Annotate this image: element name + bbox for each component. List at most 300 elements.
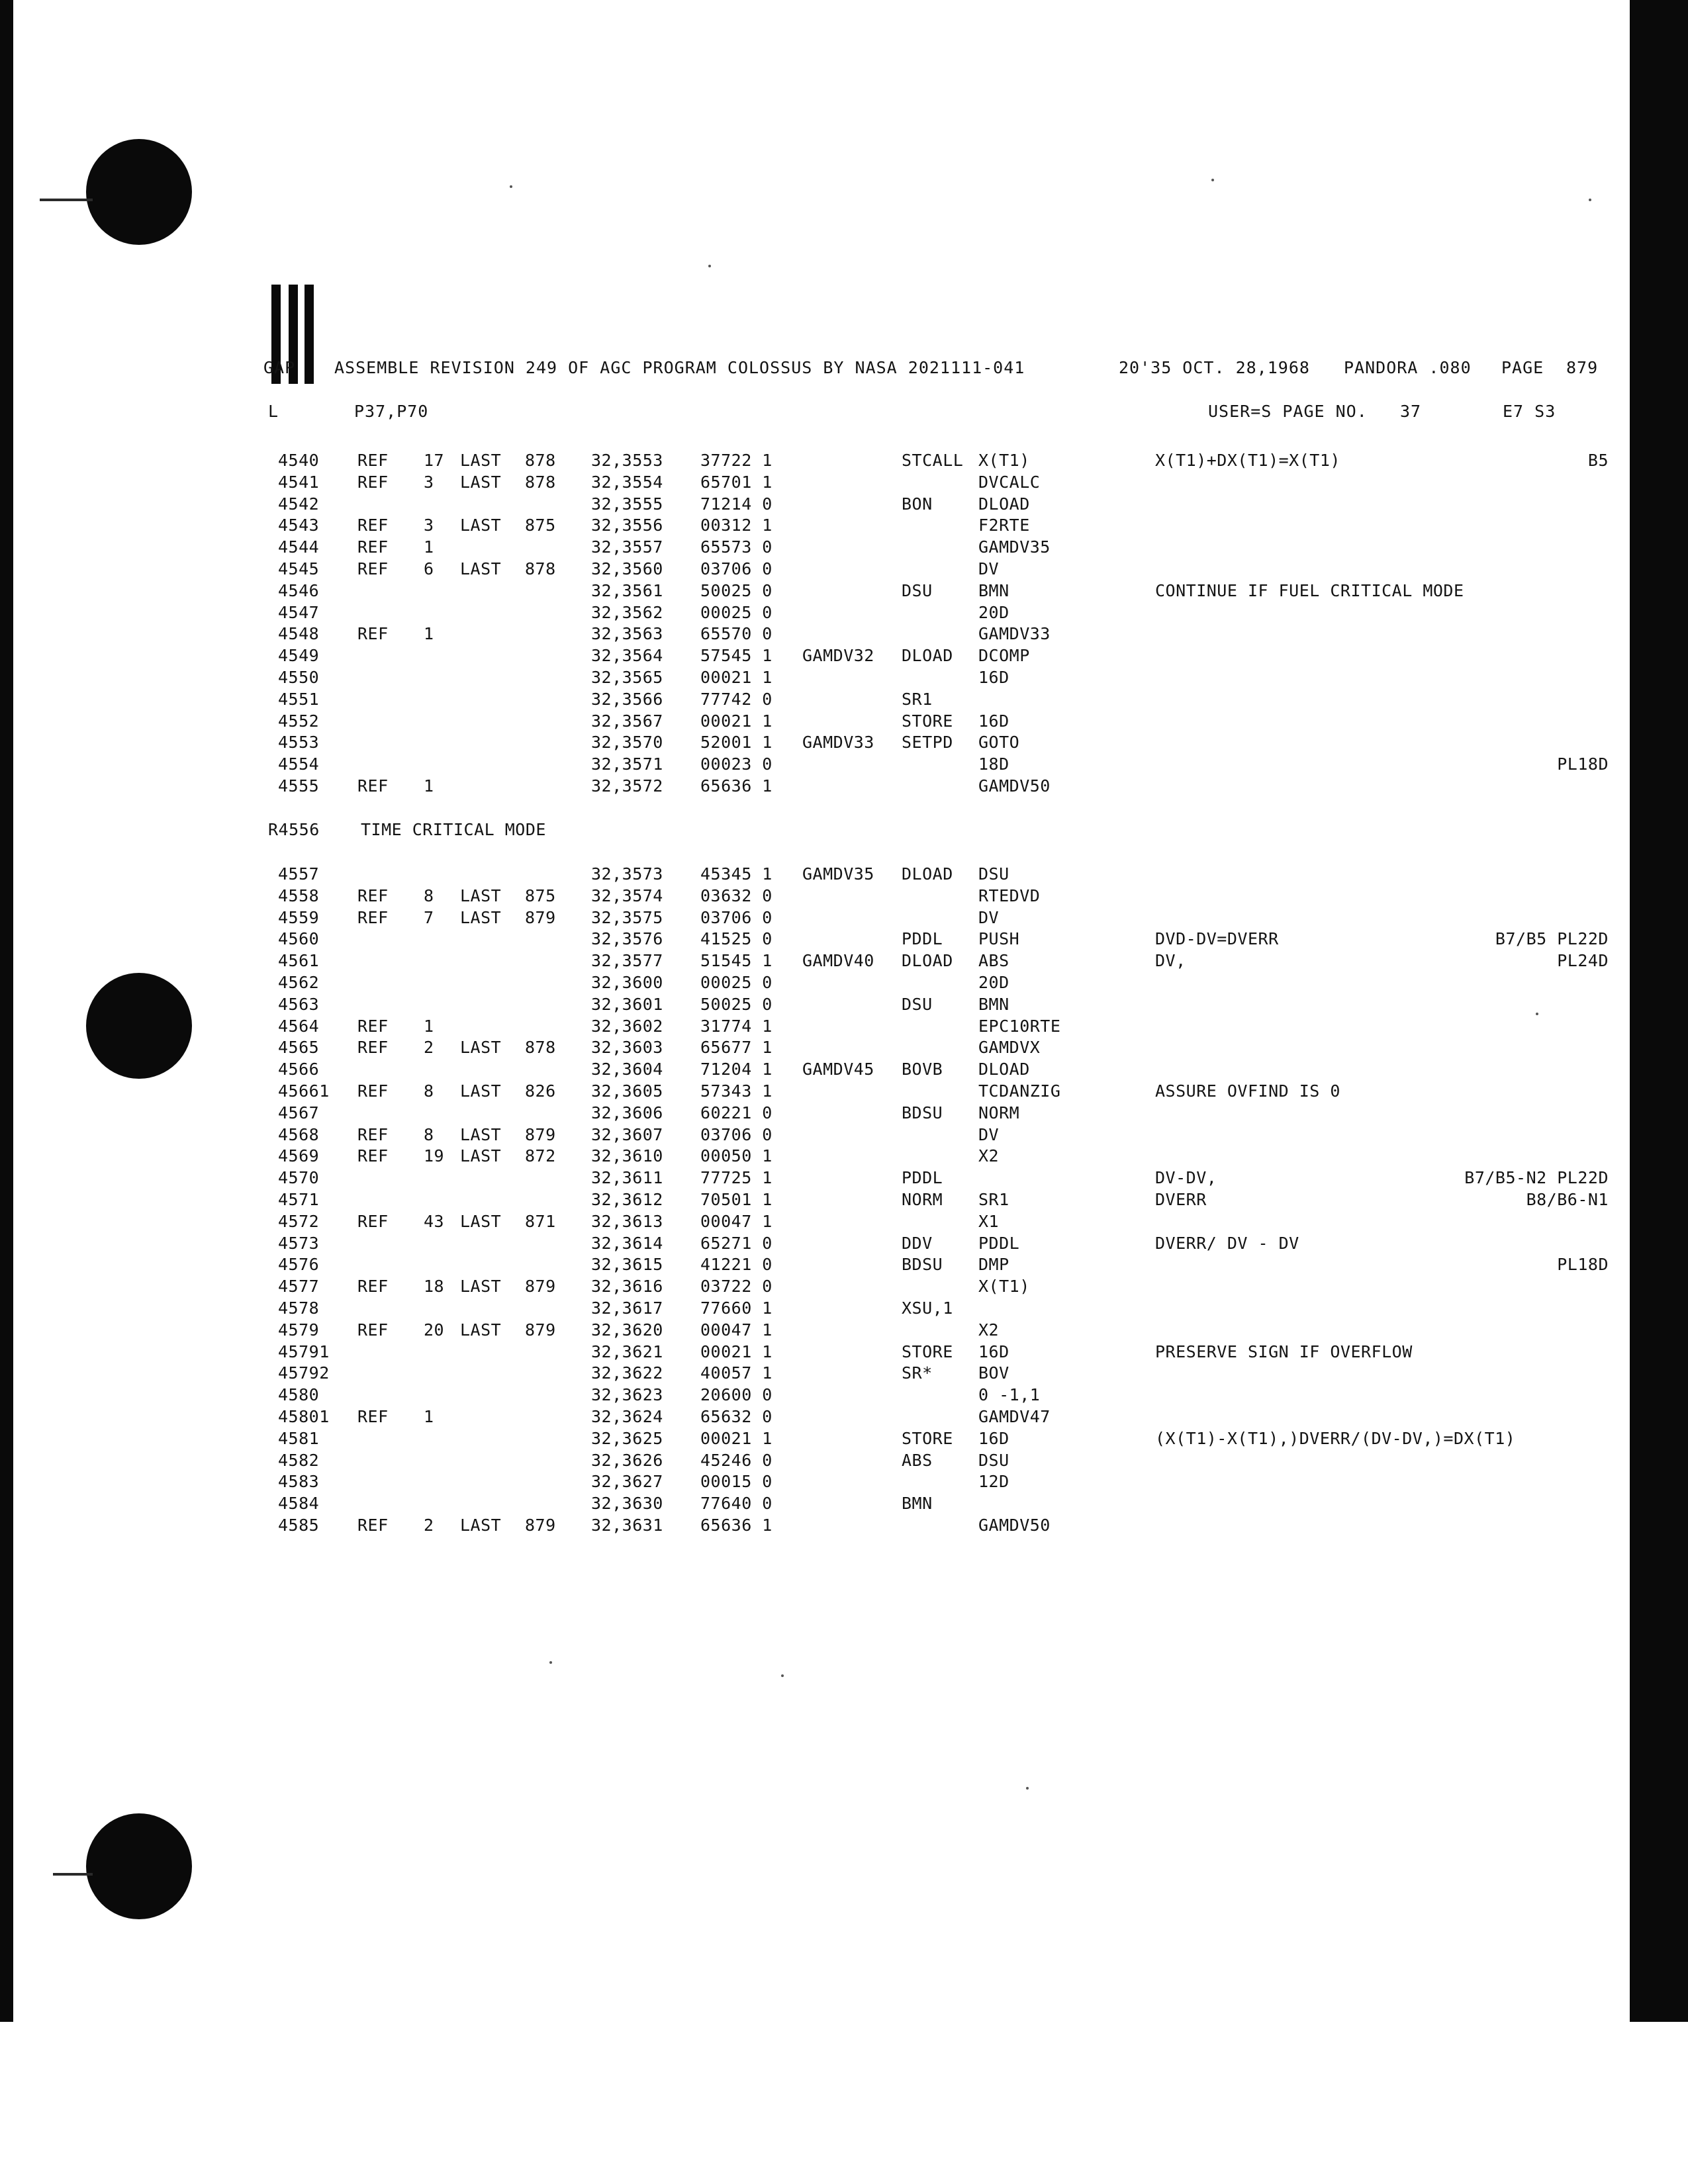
row-line-number: 4566 [278, 1060, 320, 1079]
row-last-marker: LAST [460, 1211, 502, 1231]
row-octal-word: 31774 1 [700, 1016, 773, 1036]
row-address: 32,3610 [591, 1146, 663, 1166]
row-octal-word: 00050 1 [700, 1146, 773, 1166]
row-opcode: BDSU [902, 1255, 943, 1275]
row-notes: PL18D [1557, 1255, 1609, 1275]
row-octal-word: 65701 1 [700, 472, 773, 492]
row-opcode: SR1 [902, 689, 933, 709]
row-opcode: STORE [902, 1342, 953, 1361]
row-operand: X(T1) [978, 1277, 1030, 1297]
row-operand: GAMDV50 [978, 1516, 1051, 1535]
header-mark: GAP [263, 358, 296, 377]
row-line-number: 4560 [278, 929, 320, 949]
row-operand: GOTO [978, 733, 1020, 752]
row-octal-word: 20600 0 [700, 1385, 773, 1405]
row-line-number: 4563 [278, 994, 320, 1014]
row-last-marker: LAST [460, 1081, 502, 1101]
row-last-marker: LAST [460, 1320, 502, 1340]
row-octal-word: 00312 1 [700, 516, 773, 535]
row-line-number: 4577 [278, 1277, 320, 1297]
punch-mark [53, 1873, 93, 1876]
row-ref-count: 6 [424, 559, 434, 578]
row-address: 32,3604 [591, 1060, 663, 1079]
row-operand: NORM [978, 1103, 1020, 1122]
row-octal-word: 65271 0 [700, 1233, 773, 1253]
row-line-number: 45801 [278, 1407, 330, 1426]
row-address: 32,3557 [591, 537, 663, 557]
row-octal-word: 00047 1 [700, 1320, 773, 1340]
row-operand: BMN [978, 580, 1009, 600]
row-last-marker: LAST [460, 886, 502, 905]
row-line-number: 45661 [278, 1081, 330, 1101]
row-operand: X2 [978, 1320, 1000, 1340]
row-operand: DLOAD [978, 1060, 1030, 1079]
row-line-number: 4544 [278, 537, 320, 557]
row-ref-count: 3 [424, 516, 434, 535]
row-line-number: 4557 [278, 864, 320, 884]
row-opcode: ABS [902, 1450, 933, 1470]
row-line-number: 4565 [278, 1038, 320, 1058]
row-line-number: 4548 [278, 624, 320, 644]
row-address: 32,3565 [591, 668, 663, 687]
row-ref-marker: REF [357, 559, 389, 578]
row-address: 32,3600 [591, 973, 663, 992]
row-line-number: 4583 [278, 1472, 320, 1492]
row-last-page: 879 [525, 907, 556, 927]
row-line-number: 4543 [278, 516, 320, 535]
row-line-number: 4540 [278, 451, 320, 470]
row-octal-word: 00021 1 [700, 1342, 773, 1361]
row-operand: X1 [978, 1211, 1000, 1231]
row-octal-word: 00023 0 [700, 754, 773, 774]
row-line-number: 4553 [278, 733, 320, 752]
row-ref-count: 19 [424, 1146, 445, 1166]
row-ref-marker: REF [357, 886, 389, 905]
row-address: 32,3615 [591, 1255, 663, 1275]
row-operand: DV [978, 1124, 1000, 1144]
row-address: 32,3570 [591, 733, 663, 752]
row-notes: PL18D [1557, 754, 1609, 774]
row-opcode: PDDL [902, 929, 943, 949]
row-octal-word: 52001 1 [700, 733, 773, 752]
row-octal-word: 03706 0 [700, 907, 773, 927]
scan-edge-right [1630, 0, 1688, 2022]
row-operand: DV [978, 559, 1000, 578]
row-octal-word: 65636 1 [700, 776, 773, 796]
row-address: 32,3621 [591, 1342, 663, 1361]
row-ref-count: 8 [424, 1081, 434, 1101]
row-address: 32,3566 [591, 689, 663, 709]
row-address: 32,3602 [591, 1016, 663, 1036]
row-last-marker: LAST [460, 472, 502, 492]
row-address: 32,3567 [591, 711, 663, 731]
speck [708, 265, 711, 267]
punch-hole-middle [86, 973, 192, 1079]
row-last-marker: LAST [460, 1124, 502, 1144]
row-ref-count: 1 [424, 537, 434, 557]
speck [781, 1674, 784, 1677]
row-octal-word: 41525 0 [700, 929, 773, 949]
row-comment: DVERR/ DV - DV [1155, 1233, 1299, 1253]
row-operand: X(T1) [978, 451, 1030, 470]
row-operand: 16D [978, 1342, 1009, 1361]
row-line-number: 4558 [278, 886, 320, 905]
row-address: 32,3603 [591, 1038, 663, 1058]
row-line-number: 4554 [278, 754, 320, 774]
row-operand: 20D [978, 602, 1009, 622]
punch-hole-bottom [86, 1813, 192, 1919]
row-last-page: 879 [525, 1320, 556, 1340]
row-octal-word: 40057 1 [700, 1363, 773, 1383]
row-operand: 20D [978, 973, 1009, 992]
row-last-page: 879 [525, 1124, 556, 1144]
row-line-number: 4552 [278, 711, 320, 731]
row-ref-marker: REF [357, 1516, 389, 1535]
row-opcode: STORE [902, 1428, 953, 1448]
row-ref-count: 2 [424, 1038, 434, 1058]
row-last-page: 878 [525, 1038, 556, 1058]
speck [549, 1661, 552, 1664]
row-comment: (X(T1)-X(T1),)DVERR/(DV-DV,)=DX(T1) [1155, 1428, 1516, 1448]
row-comment: DVERR [1155, 1190, 1207, 1209]
row-line-number: 4579 [278, 1320, 320, 1340]
row-last-marker: LAST [460, 1038, 502, 1058]
row-octal-word: 77660 1 [700, 1298, 773, 1318]
row-last-marker: LAST [460, 1277, 502, 1297]
row-address: 32,3577 [591, 951, 663, 971]
row-operand: F2RTE [978, 516, 1030, 535]
row-address: 32,3624 [591, 1407, 663, 1426]
row-ref-marker: REF [357, 1407, 389, 1426]
row-line-number: 4581 [278, 1428, 320, 1448]
row-octal-word: 00021 1 [700, 1428, 773, 1448]
row-octal-word: 50025 0 [700, 994, 773, 1014]
row-symbol-label: GAMDV32 [802, 646, 874, 666]
row-last-page: 872 [525, 1146, 556, 1166]
row-line-number: 4559 [278, 907, 320, 927]
row-last-page: 878 [525, 559, 556, 578]
row-ref-marker: REF [357, 776, 389, 796]
row-address: 32,3575 [591, 907, 663, 927]
row-address: 32,3607 [591, 1124, 663, 1144]
row-last-marker: LAST [460, 907, 502, 927]
row-operand: DCOMP [978, 646, 1030, 666]
row-operand: GAMDV50 [978, 776, 1051, 796]
header-system: PANDORA .080 [1344, 358, 1472, 377]
row-symbol-label: GAMDV40 [802, 951, 874, 971]
row-ref-count: 2 [424, 1516, 434, 1535]
scan-edge-left [0, 0, 13, 2022]
row-address: 32,3556 [591, 516, 663, 535]
row-opcode: DLOAD [902, 951, 953, 971]
row-operand: ABS [978, 951, 1009, 971]
row-line-number: 4547 [278, 602, 320, 622]
speck [1589, 199, 1591, 201]
row-line-number: 4546 [278, 580, 320, 600]
row-operand: DLOAD [978, 494, 1030, 514]
row-operand: DSU [978, 864, 1009, 884]
row-line-number: 4568 [278, 1124, 320, 1144]
row-operand: 12D [978, 1472, 1009, 1492]
row-ref-marker: REF [357, 1124, 389, 1144]
row-comment: DV-DV, [1155, 1168, 1217, 1188]
row-operand: TCDANZIG [978, 1081, 1061, 1101]
row-line-number: 4569 [278, 1146, 320, 1166]
row-last-page: 878 [525, 472, 556, 492]
row-ref-count: 1 [424, 1016, 434, 1036]
row-ref-count: 17 [424, 451, 445, 470]
row-last-marker: LAST [460, 516, 502, 535]
row-last-page: 879 [525, 1277, 556, 1297]
row-octal-word: 03632 0 [700, 886, 773, 905]
speck [1026, 1787, 1029, 1790]
row-address: 32,3574 [591, 886, 663, 905]
row-octal-word: 41221 0 [700, 1255, 773, 1275]
row-opcode: BMN [902, 1494, 933, 1514]
row-address: 32,3630 [591, 1494, 663, 1514]
row-opcode: DLOAD [902, 646, 953, 666]
row-octal-word: 77725 1 [700, 1168, 773, 1188]
row-last-page: 826 [525, 1081, 556, 1101]
row-octal-word: 00025 0 [700, 973, 773, 992]
row-address: 32,3573 [591, 864, 663, 884]
row-opcode: DSU [902, 994, 933, 1014]
row-comment: ASSURE OVFIND IS 0 [1155, 1081, 1340, 1101]
row-address: 32,3612 [591, 1190, 663, 1209]
row-notes: B5 [1587, 451, 1609, 470]
row-octal-word: 77742 0 [700, 689, 773, 709]
row-last-page: 871 [525, 1211, 556, 1231]
row-octal-word: 65632 0 [700, 1407, 773, 1426]
row-last-marker: LAST [460, 1516, 502, 1535]
row-ref-marker: REF [357, 1277, 389, 1297]
row-address: 32,3563 [591, 624, 663, 644]
row-address: 32,3631 [591, 1516, 663, 1535]
row-octal-word: 03706 0 [700, 1124, 773, 1144]
row-ref-marker: REF [357, 1211, 389, 1231]
row-opcode: STORE [902, 711, 953, 731]
row-line-number: 4561 [278, 951, 320, 971]
row-symbol-label: GAMDV45 [802, 1060, 874, 1079]
row-line-number: 4580 [278, 1385, 320, 1405]
row-line-number: 4573 [278, 1233, 320, 1253]
row-operand: GAMDVX [978, 1038, 1041, 1058]
row-address: 32,3564 [591, 646, 663, 666]
row-line-number: 4571 [278, 1190, 320, 1209]
row-ref-marker: REF [357, 1016, 389, 1036]
row-operand: 16D [978, 1428, 1009, 1448]
row-octal-word: 65677 1 [700, 1038, 773, 1058]
row-comment: CONTINUE IF FUEL CRITICAL MODE [1155, 580, 1464, 600]
row-ref-marker: REF [357, 1146, 389, 1166]
row-operand: 16D [978, 711, 1009, 731]
row-octal-word: 45345 1 [700, 864, 773, 884]
row-ref-marker: REF [357, 451, 389, 470]
row-opcode: XSU,1 [902, 1298, 953, 1318]
row-opcode: SR* [902, 1363, 933, 1383]
row-opcode: PDDL [902, 1168, 943, 1188]
row-operand: BOV [978, 1363, 1009, 1383]
row-octal-word: 71214 0 [700, 494, 773, 514]
row-address: 32,3571 [591, 754, 663, 774]
row-octal-word: 65570 0 [700, 624, 773, 644]
row-octal-word: 00025 0 [700, 602, 773, 622]
row-line-number: 4570 [278, 1168, 320, 1188]
row-line-number: 45791 [278, 1342, 330, 1361]
row-operand: PUSH [978, 929, 1020, 949]
row-octal-word: 60221 0 [700, 1103, 773, 1122]
section-title: TIME CRITICAL MODE [361, 820, 546, 839]
row-operand: GAMDV47 [978, 1407, 1051, 1426]
row-operand: 18D [978, 754, 1009, 774]
row-octal-word: 70501 1 [700, 1190, 773, 1209]
row-address: 32,3605 [591, 1081, 663, 1101]
header-page-number: 879 [1566, 358, 1599, 377]
row-octal-word: 50025 0 [700, 580, 773, 600]
row-opcode: BOVB [902, 1060, 943, 1079]
row-address: 32,3611 [591, 1168, 663, 1188]
row-octal-word: 00015 0 [700, 1472, 773, 1492]
row-ref-count: 1 [424, 776, 434, 796]
row-ref-marker: REF [357, 1081, 389, 1101]
row-line-number: 45792 [278, 1363, 330, 1383]
row-operand: DSU [978, 1450, 1009, 1470]
row-address: 32,3572 [591, 776, 663, 796]
row-ref-marker: REF [357, 1320, 389, 1340]
row-ref-marker: REF [357, 537, 389, 557]
row-line-number: 4582 [278, 1450, 320, 1470]
row-address: 32,3576 [591, 929, 663, 949]
row-ref-count: 18 [424, 1277, 445, 1297]
row-last-marker: LAST [460, 559, 502, 578]
header-page-label: PAGE [1501, 358, 1544, 377]
row-address: 32,3554 [591, 472, 663, 492]
row-operand: RTEDVD [978, 886, 1041, 905]
row-last-page: 875 [525, 886, 556, 905]
row-ref-marker: REF [357, 472, 389, 492]
row-address: 32,3614 [591, 1233, 663, 1253]
row-operand: DMP [978, 1255, 1009, 1275]
row-opcode: BON [902, 494, 933, 514]
row-notes: B7/B5 PL22D [1495, 929, 1609, 949]
row-operand: PDDL [978, 1233, 1020, 1253]
row-notes: B7/B5-N2 PL22D [1464, 1168, 1609, 1188]
row-address: 32,3606 [591, 1103, 663, 1122]
row-address: 32,3560 [591, 559, 663, 578]
subheader-user-page-number: 37 [1400, 402, 1422, 421]
row-operand: GAMDV33 [978, 624, 1051, 644]
row-address: 32,3561 [591, 580, 663, 600]
row-line-number: 4545 [278, 559, 320, 578]
row-operand: X2 [978, 1146, 1000, 1166]
subheader-code: E7 S3 [1503, 402, 1556, 421]
row-ref-marker: REF [357, 1038, 389, 1058]
row-comment: DV, [1155, 951, 1186, 971]
speck [1536, 1013, 1538, 1015]
row-ref-count: 1 [424, 624, 434, 644]
row-address: 32,3622 [591, 1363, 663, 1383]
row-line-number: 4585 [278, 1516, 320, 1535]
row-operand: 16D [978, 668, 1009, 687]
row-ref-marker: REF [357, 907, 389, 927]
row-notes: PL24D [1557, 951, 1609, 971]
row-line-number: 4576 [278, 1255, 320, 1275]
row-address: 32,3627 [591, 1472, 663, 1492]
row-line-number: 4550 [278, 668, 320, 687]
row-octal-word: 00047 1 [700, 1211, 773, 1231]
subheader-left-code: L [268, 402, 279, 421]
row-address: 32,3625 [591, 1428, 663, 1448]
row-symbol-label: GAMDV33 [802, 733, 874, 752]
speck [510, 185, 512, 188]
row-comment: PRESERVE SIGN IF OVERFLOW [1155, 1342, 1413, 1361]
row-line-number: 4562 [278, 973, 320, 992]
row-comment: DVD-DV=DVERR [1155, 929, 1279, 949]
row-address: 32,3555 [591, 494, 663, 514]
punch-hole-top [86, 139, 192, 245]
row-line-number: 4551 [278, 689, 320, 709]
row-last-page: 879 [525, 1516, 556, 1535]
row-comment: X(T1)+DX(T1)=X(T1) [1155, 451, 1340, 470]
row-ref-count: 7 [424, 907, 434, 927]
row-octal-word: 65573 0 [700, 537, 773, 557]
row-opcode: SETPD [902, 733, 953, 752]
row-line-number: 4584 [278, 1494, 320, 1514]
row-opcode: DSU [902, 580, 933, 600]
row-opcode: STCALL [902, 451, 964, 470]
row-octal-word: 57343 1 [700, 1081, 773, 1101]
row-line-number: 4541 [278, 472, 320, 492]
row-operand: DV [978, 907, 1000, 927]
subheader-routine: P37,P70 [354, 402, 429, 421]
row-address: 32,3553 [591, 451, 663, 470]
row-octal-word: 03706 0 [700, 559, 773, 578]
row-operand: DVCALC [978, 472, 1041, 492]
row-last-page: 878 [525, 451, 556, 470]
row-octal-word: 00021 1 [700, 668, 773, 687]
row-address: 32,3601 [591, 994, 663, 1014]
row-octal-word: 57545 1 [700, 646, 773, 666]
row-line-number: 4549 [278, 646, 320, 666]
header-title: ASSEMBLE REVISION 249 OF AGC PROGRAM COLOSSUS BY NASA 2021111-041 [334, 358, 1025, 377]
row-opcode: BDSU [902, 1103, 943, 1122]
row-ref-marker: REF [357, 624, 389, 644]
row-address: 32,3626 [591, 1450, 663, 1470]
row-address: 32,3613 [591, 1211, 663, 1231]
row-octal-word: 77640 0 [700, 1494, 773, 1514]
row-opcode: DDV [902, 1233, 933, 1253]
row-line-number: 4578 [278, 1298, 320, 1318]
row-last-marker: LAST [460, 451, 502, 470]
row-operand: BMN [978, 994, 1009, 1014]
row-ref-count: 1 [424, 1407, 434, 1426]
row-operand: SR1 [978, 1190, 1009, 1209]
row-last-marker: LAST [460, 1146, 502, 1166]
row-octal-word: 71204 1 [700, 1060, 773, 1079]
row-line-number: 4542 [278, 494, 320, 514]
row-opcode: NORM [902, 1190, 943, 1209]
row-line-number: 4572 [278, 1211, 320, 1231]
row-address: 32,3616 [591, 1277, 663, 1297]
row-octal-word: 51545 1 [700, 951, 773, 971]
row-ref-count: 8 [424, 886, 434, 905]
speck [1211, 179, 1214, 181]
subheader-user-page: USER=S PAGE NO. [1208, 402, 1368, 421]
row-address: 32,3623 [591, 1385, 663, 1405]
row-line-number: 4555 [278, 776, 320, 796]
row-address: 32,3562 [591, 602, 663, 622]
row-ref-marker: REF [357, 516, 389, 535]
